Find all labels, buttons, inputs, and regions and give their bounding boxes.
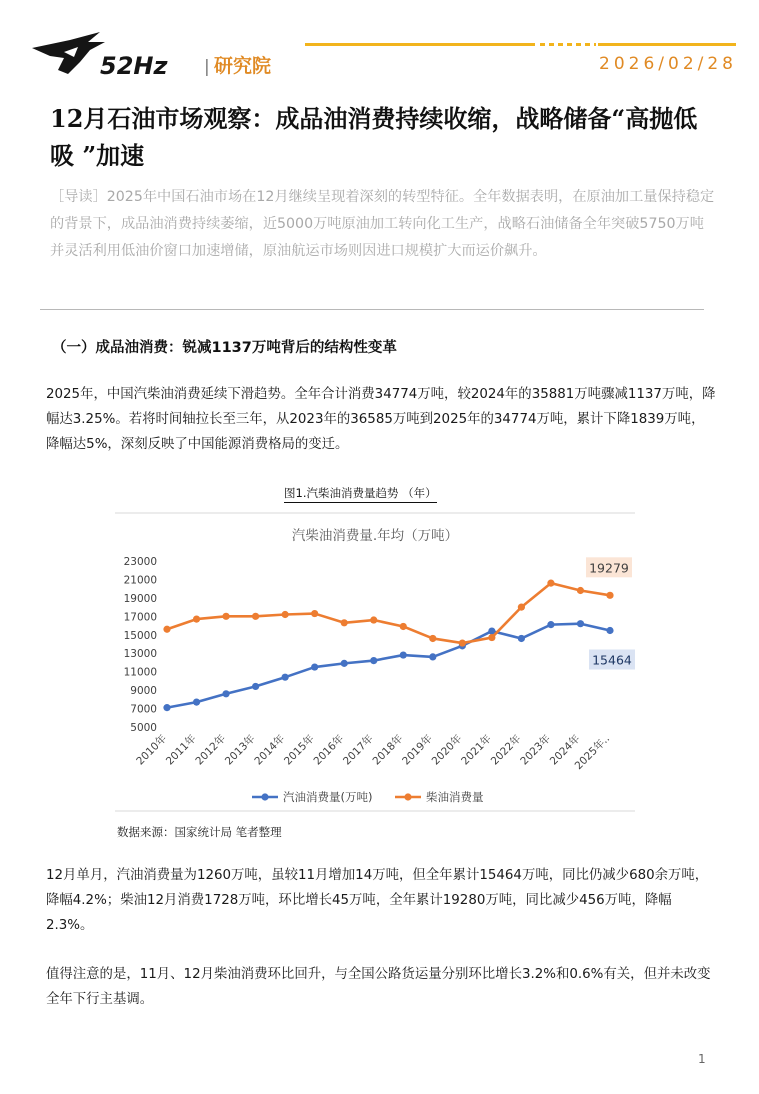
gasoline-data-point (577, 620, 584, 627)
gasoline-data-point (400, 651, 407, 658)
y-tick-label: 5000 (130, 722, 157, 734)
article-title: 12月石油市场观察：成品油消费持续收缩，战略储备“高抛低吸 ”加速 (50, 104, 698, 170)
brand-separator: | (204, 57, 210, 77)
x-tick-label: 2016年 (311, 732, 347, 768)
gasoline-legend-label: 汽油消费量(万吨) (283, 790, 373, 804)
brand-name: 研究院 (214, 55, 272, 77)
x-tick-label: 2019年 (400, 732, 435, 768)
diesel-data-point (459, 639, 466, 646)
x-tick-label: 2020年 (429, 732, 465, 768)
x-tick-label: 2021年 (459, 732, 494, 768)
diesel-data-point (341, 619, 348, 626)
gasoline-data-point (429, 653, 436, 660)
paragraph-1: 2025年，中国汽柴油消费延续下滑趋势。全年合计消费34774万吨，较2024年的35881万吨骤减1137万吨，降幅达3.25%。若将时间轴拉长至三年，从2023年的36585万吨到2025年的34774万吨，累计下降1839万吨，降幅达5%，深刻反映了中国能源消费格局的变迁。 (46, 387, 716, 452)
y-tick-label: 15000 (123, 629, 157, 642)
x-tick-label: 2025年.. (572, 732, 613, 773)
gasoline-legend-marker (261, 793, 268, 800)
diesel-data-point (606, 592, 613, 599)
gasoline-data-point (370, 657, 377, 664)
gasoline-data-point (518, 635, 525, 642)
diesel-data-point (252, 613, 259, 620)
article-lead: ［导读］2025年中国石油市场在12月继续呈现着深刻的转型特征。全年数据表明，在原油加工量保持稳定的背景下，成品油消费持续萎缩，近5000万吨原油加工转向化工生产，战略石油储备全年突破5750万吨并灵活利用低油价窗口加速增储，原油航运市场则因进口规模扩大而运价飙升。 (50, 189, 715, 259)
whale-logo-icon (32, 32, 105, 74)
paragraph-2: 12月单月，汽油消费量为1260万吨，虽较11月增加14万吨，但全年累计15464万吨，同比仍减少680余万吨，降幅4.2%；柴油12月消费1728万吨，环比增长45万吨，全年累计19280万吨，同比减少456万吨，降幅2.3%。 (46, 868, 709, 933)
x-tick-label: 2018年 (370, 732, 406, 768)
gasoline-data-point (282, 674, 289, 681)
header-rule-right (598, 43, 736, 46)
y-tick-label: 9000 (130, 685, 157, 698)
gasoline-data-point (163, 704, 170, 711)
diesel-data-label: 19279 (589, 560, 629, 576)
x-tick-label: 2015年 (281, 732, 317, 768)
diesel-data-point (577, 587, 584, 594)
paragraph-3: 值得注意的是，11月、12月柴油消费环比回升，与全国公路货运量分别环比增长3.2%和0.6%有关，但并未改变全年下行主基调。 (46, 967, 711, 1007)
diesel-data-point (429, 635, 436, 642)
gasoline-data-point (341, 660, 348, 667)
gasoline-data-label: 15464 (592, 652, 632, 668)
header-rule-dashes (540, 43, 596, 46)
y-tick-label: 23000 (123, 556, 157, 568)
header-rule (305, 43, 535, 46)
line-chart (115, 512, 635, 812)
diesel-data-point (311, 610, 318, 617)
y-tick-label: 11000 (123, 666, 157, 679)
x-tick-label: 2014年 (252, 732, 288, 768)
y-tick-label: 17000 (123, 611, 157, 624)
gasoline-data-point (252, 683, 259, 690)
diesel-data-point (400, 623, 407, 630)
x-tick-label: 2017年 (341, 732, 376, 768)
diesel-legend-label: 柴油消费量 (426, 790, 484, 804)
gasoline-data-point (606, 627, 613, 634)
x-tick-label: 2012年 (193, 732, 229, 768)
diesel-data-point (282, 611, 289, 618)
diesel-data-point (193, 616, 200, 623)
x-tick-label: 2022年 (488, 732, 524, 768)
diesel-data-point (518, 604, 525, 611)
brand-logo (30, 30, 300, 80)
section-heading: （一）成品油消费：锐减1137万吨背后的结构性变革 (52, 340, 397, 356)
chart-title: 汽柴油消费量.年均（万吨） (291, 528, 459, 544)
x-tick-label: 2024年 (547, 732, 583, 768)
diesel-data-point (163, 626, 170, 633)
gasoline-data-point (311, 663, 318, 670)
diesel-data-point (222, 613, 229, 620)
y-tick-label: 21000 (123, 574, 157, 587)
x-tick-label: 2011年 (163, 732, 199, 768)
brand-mark: 52Hz (100, 52, 168, 80)
figure-caption: 图1.汽柴油消费量趋势 （年） (284, 485, 437, 503)
page-number: 1 (698, 1052, 706, 1066)
x-tick-label: 2023年 (518, 732, 554, 768)
data-source-note: 数据来源：国家统计局 笔者整理 (117, 825, 282, 839)
diesel-data-point (488, 634, 495, 641)
divider (40, 309, 704, 310)
y-tick-label: 7000 (130, 703, 157, 716)
diesel-legend-marker (404, 793, 411, 800)
y-tick-label: 19000 (123, 592, 157, 605)
x-tick-label: 2013年 (222, 732, 258, 768)
gasoline-data-point (193, 699, 200, 706)
gasoline-data-point (547, 621, 554, 628)
diesel-data-point (370, 616, 377, 623)
x-tick-label: 2010年 (134, 732, 170, 768)
report-date: 2026/02/28 (599, 54, 737, 74)
diesel-data-point (547, 580, 554, 587)
y-tick-label: 13000 (123, 648, 157, 661)
gasoline-data-point (222, 690, 229, 697)
